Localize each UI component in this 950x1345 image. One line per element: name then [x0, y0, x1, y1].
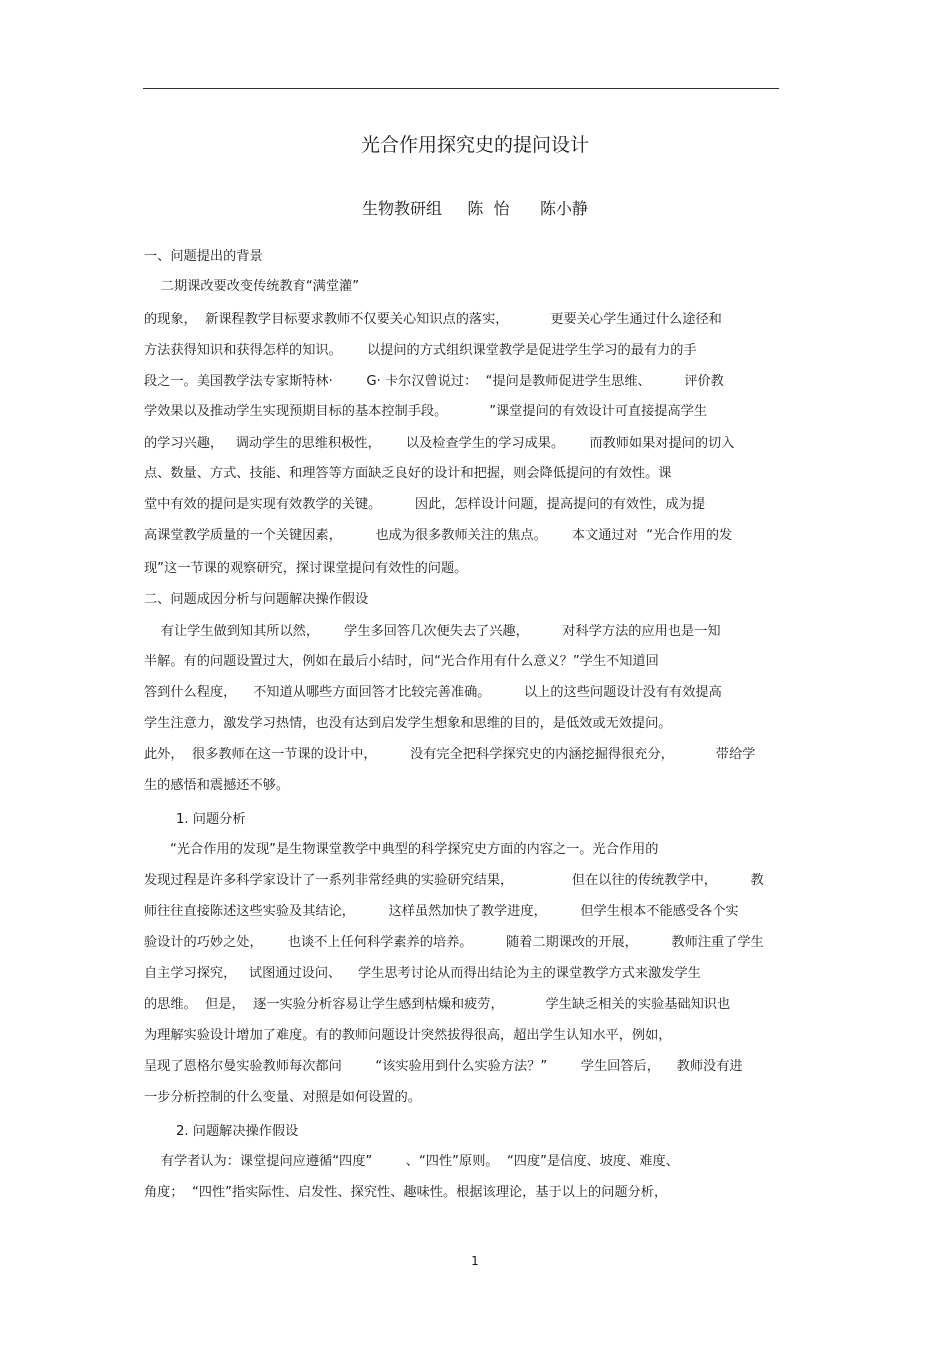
text-line: 答到什么程度， 不知道从哪些方面回答才比较完善准确。 以上的这些问题设计没有有效提高 [144, 685, 722, 700]
text-line: 二期课改要改变传统教育“满堂灌” [144, 279, 360, 294]
header-rule [143, 88, 779, 89]
text-line: 验设计的巧妙之处， 也谈不上任何科学素养的培养。 随着二期课改的开展， 教师注重了学生 [144, 935, 764, 950]
text-line: 学效果以及推动学生实现预期目标的基本控制手段。 ”课堂提问的有效设计可直接提高学生 [144, 404, 708, 419]
text-line: “光合作用的发现”是生物课堂教学中典型的科学探究史方面的内容之一。光合作用的 [170, 842, 659, 857]
text-line: 为理解实验设计增加了难度。有的教师问题设计突然拔得很高，超出学生认知水平，例如， [144, 1028, 672, 1043]
text-line: 发现过程是许多科学家设计了一系列非常经典的实验研究结果， 但在以往的传统教学中， 教 [144, 873, 764, 888]
text-line: 点、数量、方式、技能、和理答等方面缺乏良好的设计和把握，则会降低提问的有效性。课 [144, 466, 672, 481]
text-line: 1. 问题分析 [176, 812, 246, 827]
author-byline: 生物教研组 陈 怡 陈小静 [361, 199, 589, 218]
text-line: 的现象， 新课程教学目标要求教师不仅要关心知识点的落实， 更要关心学生通过什么途径和 [144, 312, 722, 327]
text-line: 段之一。美国教学法专家斯特林· G· 卡尔汉曾说过： “提问是教师促进学生思维、 评价教 [144, 374, 724, 389]
text-line: 角度； “四性”指实际性、启发性、探究性、趣味性。根据该理论，基于以上的问题分析， [144, 1185, 668, 1200]
text-line: 生的感悟和震撼还不够。 [144, 778, 290, 793]
document-title: 光合作用探究史的提问设计 [360, 134, 589, 156]
text-line: 自主学习探究， 试图通过设问、 学生思考讨论从而得出结论为主的课堂教学方式来激发学生 [144, 966, 701, 981]
text-line: 二、问题成因分析与问题解决操作假设 [144, 592, 369, 607]
text-line: 此外， 很多教师在这一节课的设计中， 没有完全把科学探究史的内涵挖掘得很充分， 带给学 [144, 747, 756, 762]
text-line: 的思维。 但是， 逐一实验分析容易让学生感到枯燥和疲劳， 学生缺乏相关的实验基础知识也 [144, 997, 731, 1012]
text-line: 2. 问题解决操作假设 [176, 1124, 299, 1139]
text-line: 高课堂教学质量的一个关键因素， 也成为很多教师关注的焦点。 本文通过对 “光合作用的发 [144, 528, 733, 543]
text-line: 方法获得知识和获得怎样的知识。 以提问的方式组织课堂教学是促进学生学习的最有力的手 [144, 343, 697, 358]
text-line: 现”这一节课的观察研究，探讨课堂提问有效性的问题。 [144, 561, 468, 576]
text-line: 一、问题提出的背景 [144, 249, 263, 264]
text-line: 有让学生做到知其所以然， 学生多回答几次便失去了兴趣， 对科学方法的应用也是一知 [144, 624, 721, 639]
text-line: 堂中有效的提问是实现有效教学的关键。 因此，怎样设计问题，提高提问的有效性，成为提 [144, 497, 706, 512]
text-line: 呈现了恩格尔曼实验教师每次都问 “该实验用到什么实验方法？” 学生回答后， 教师没有进 [144, 1059, 743, 1074]
page-number: 1 [471, 1254, 479, 1268]
text-line: 的学习兴趣， 调动学生的思维积极性， 以及检查学生的学习成果。 而教师如果对提问的切入 [144, 436, 735, 451]
text-line: 半解。有的问题设置过大，例如在最后小结时，问“光合作用有什么意义？”学生不知道回 [144, 654, 659, 669]
text-line: 学生注意力，激发学习热情，也没有达到启发学生想象和思维的目的，是低效或无效提问。 [144, 716, 672, 731]
text-line: 一步分析控制的什么变量、对照是如何设置的。 [144, 1090, 421, 1105]
text-line: 有学者认为：课堂提问应遵循“四度” 、“四性”原则。 “四度”是信度、坡度、难度、 [144, 1154, 679, 1169]
text-line: 师往往直接陈述这些实验及其结论， 这样虽然加快了教学进度， 但学生根本不能感受各个实 [144, 904, 739, 919]
